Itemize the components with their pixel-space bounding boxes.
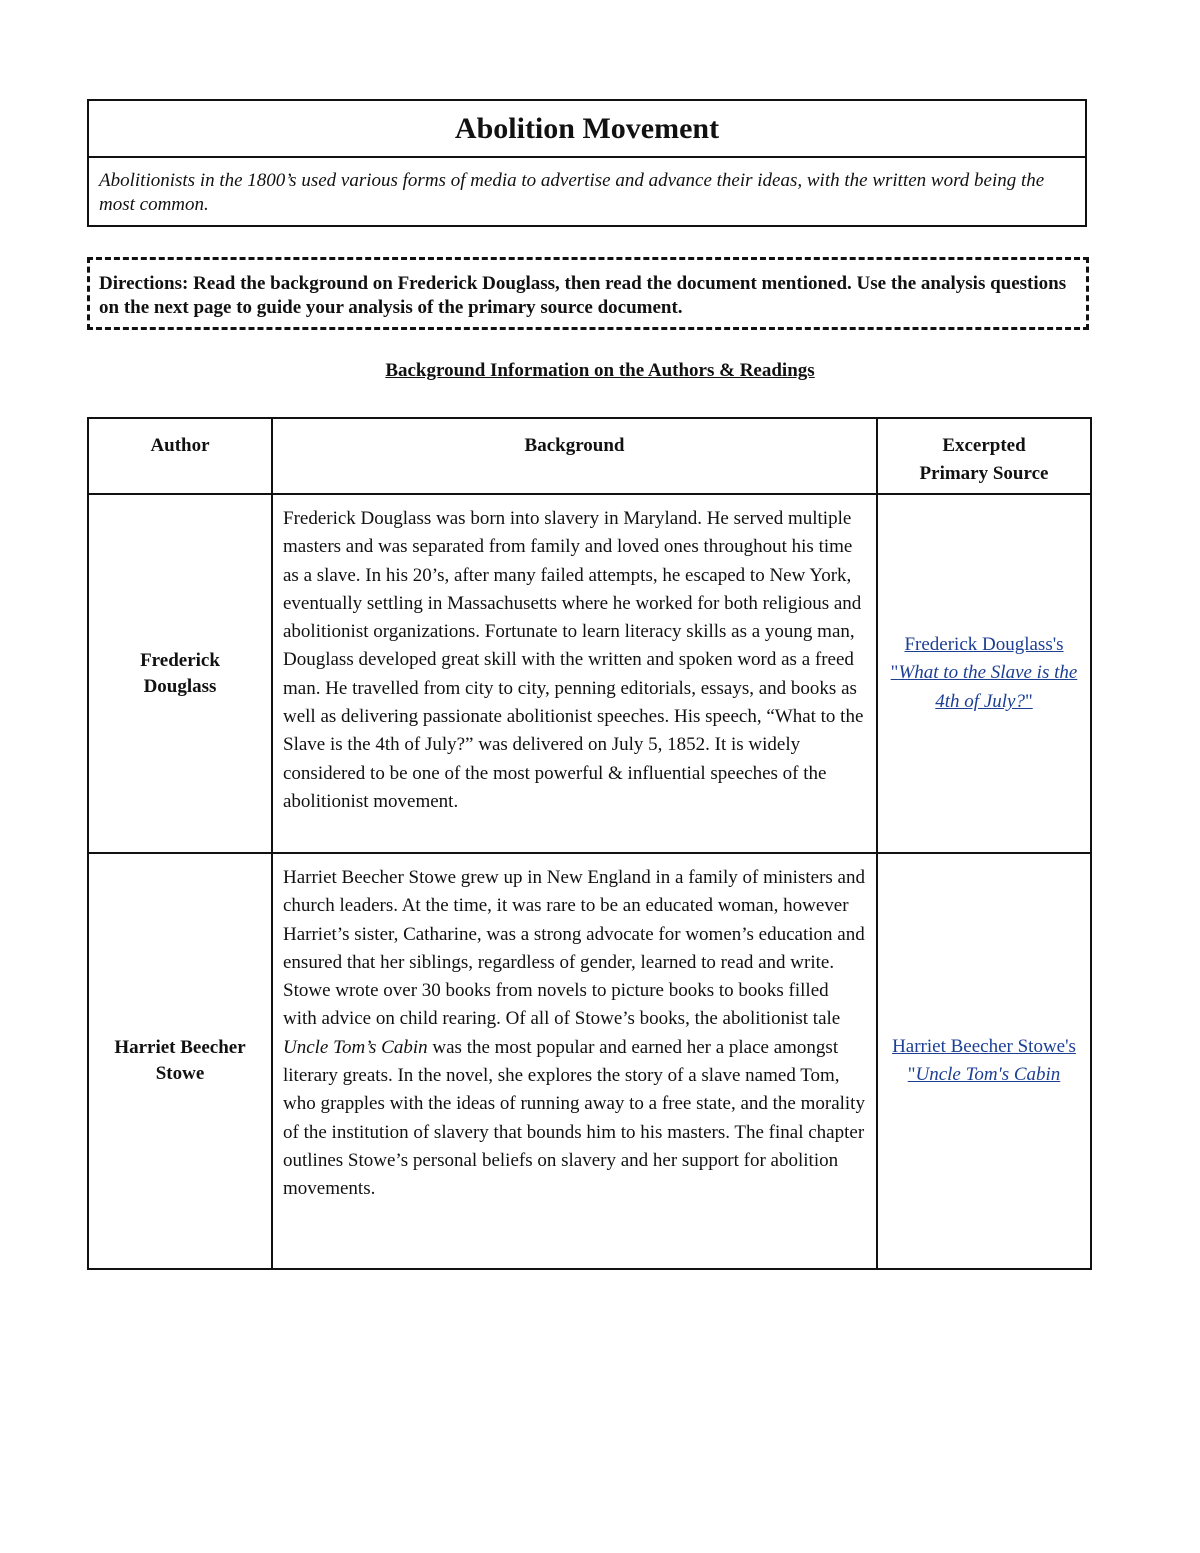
table-row — [88, 494, 1091, 853]
author-name: Harriet Beecher Stowe — [88, 853, 272, 1269]
source-cell — [877, 494, 1091, 853]
source-link-douglass[interactable]: Frederick Douglass's "What to the Slave is the 4th of July?" — [890, 633, 1078, 712]
intro-text: Abolitionists in the 1800’s used various forms of media to advertise and advance their ideas, with the written word being the most common. — [99, 170, 1045, 215]
header-source: Excerpted Primary Source — [877, 418, 1091, 494]
table-header-row — [88, 418, 1091, 494]
title-box — [87, 99, 1087, 227]
directions-box: Directions: Read the background on Frederick Douglass, then read the document mentioned. Use the analysis questions on the next page to guide your analysis of the primary source document. — [87, 257, 1089, 330]
author-name: Frederick Douglass — [88, 494, 272, 853]
source-link-stowe[interactable]: Harriet Beecher Stowe's "Uncle Tom's Cabin — [892, 1035, 1076, 1085]
table-row — [88, 853, 1091, 1269]
header-background: Background — [272, 418, 877, 494]
section-heading: Background Information on the Authors & Readings — [385, 360, 815, 381]
book-title: Uncle Tom’s Cabin — [283, 1036, 428, 1058]
header-author: Author — [88, 418, 272, 494]
background-text: Frederick Douglass was born into slavery in Maryland. He served multiple masters and was separated from family and loved ones throughout his time as a slave. In his 20’s, after many failed attempts, he escaped to New York, eventually settling in Massachusetts where he worked for both religious and abolitionist organizations. Fortunate to learn literacy skills as a young man, Douglass developed great skill with the written and spoken word as a freed man. He travelled from city to city, penning editorials, essays, and books as well as delivering passionate abolitionist speeches. His speech, “What to the Slave is the 4th of July?” was delivered on July 5, 1852. It is widely considered to be one of the most powerful & influential speeches of the abolitionist movement. — [272, 494, 877, 853]
authors-table — [87, 417, 1092, 1270]
source-cell — [877, 853, 1091, 1269]
background-text: Harriet Beecher Stowe grew up in New England in a family of ministers and church leaders. At the time, it was rare to be an educated woman, however Harriet’s sister, Catharine, was a strong advocate for women’s education and ensured that her siblings, regardless of gender, learned to read and write. Stowe wrote over 30 books from novels to picture books to books filled with advice on child rearing. Of all of Stowe’s books, the abolitionist tale Uncle Tom’s Cabin was the most popular and earned her a place amongst literary greats. In the novel, she explores the story of a slave named Tom, who grapples with the ideas of running away to a free state, and the morality of the institution of slavery that bounds him to his masters. The final chapter outlines Stowe’s personal beliefs on slavery and her support for abolition movements. — [272, 853, 877, 1269]
page-title: Abolition Movement — [89, 101, 1085, 158]
